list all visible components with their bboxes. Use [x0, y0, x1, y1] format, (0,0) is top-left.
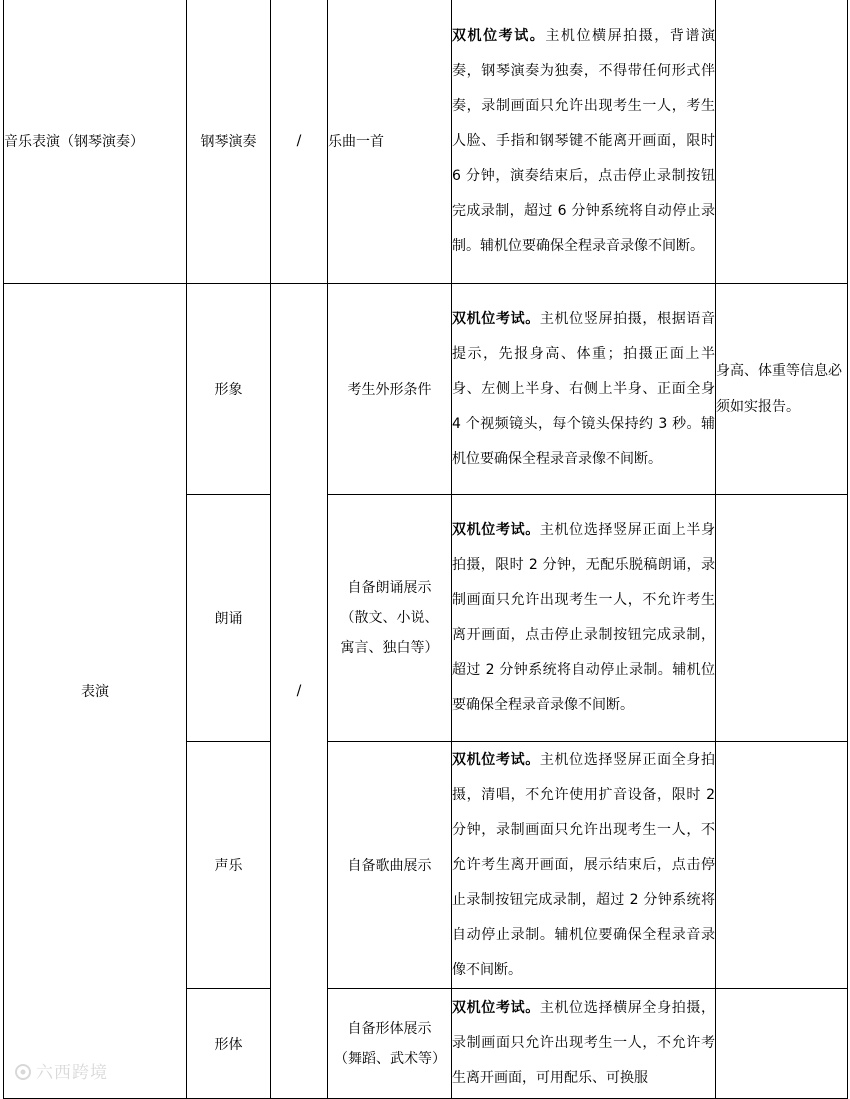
content-cell: [328, 0, 452, 284]
requirement-bold: 双机位考试。: [452, 1000, 540, 1016]
slash-cell: [271, 0, 328, 284]
content-cell: [328, 284, 452, 495]
category-label: 音乐表演（钢琴演奏）: [4, 134, 144, 150]
item-cell: [187, 495, 271, 742]
slash-label: /: [296, 683, 302, 699]
item-label: 钢琴演奏: [200, 134, 257, 150]
item-label: 声乐: [214, 858, 243, 874]
item-cell: [187, 742, 271, 989]
watermark-logo-icon: [14, 1063, 32, 1081]
item-cell: [187, 989, 271, 1099]
requirement-cell: [452, 742, 716, 989]
requirement-bold: 双机位考试。: [452, 310, 540, 327]
category-cell: [4, 0, 187, 284]
content-cell: [328, 495, 452, 742]
category-cell-performance: [4, 284, 187, 1099]
requirement-text: 主机位选择竖屏正面全身拍摄，清唱，不允许使用扩音设备，限时 2 分钟，录制画面只允许出现考生一人，不允许考生离开画面，展示结束后，点击停止录制按钮完成录制，超过 2 分钟系统将自动停止录制。辅机位要确保全程录音录像不间断。: [452, 751, 716, 978]
item-label: 形象: [214, 382, 243, 398]
requirement-bold: 双机位考试。: [452, 522, 540, 538]
requirement-text: 主机位选择横屏全身拍摄，录制画面只允许出现考生一人，不允许考生离开画面，可用配乐、可换服: [452, 1000, 716, 1086]
content-cell: [328, 989, 452, 1099]
item-cell: [187, 284, 271, 495]
requirement-cell: [452, 0, 716, 284]
exam-requirements-table: [3, 0, 848, 1099]
requirement-text: 主机位选择竖屏正面上半身拍摄，限时 2 分钟，无配乐脱稿朗诵，录制画面只允许出现考生一人，不允许考生离开画面，点击停止录制按钮完成录制，超过 2 分钟系统将自动停止录制。辅机位要确保全程录音录像不间断。: [452, 522, 716, 713]
item-label: 形体: [214, 1036, 243, 1053]
content-label: 考生外形条件: [347, 382, 432, 398]
content-cell: [328, 742, 452, 989]
note-cell: [716, 989, 848, 1099]
requirement-cell: [452, 284, 716, 495]
note-cell: [716, 284, 848, 495]
note-cell: [716, 495, 848, 742]
note-cell: [716, 0, 848, 284]
watermark-text: 六西跨境: [36, 1063, 108, 1083]
watermark: [14, 1058, 108, 1083]
table-row-music: [4, 0, 848, 284]
note-cell: [716, 742, 848, 989]
requirement-bold: 双机位考试。: [452, 27, 546, 44]
requirement-bold: 双机位考试。: [452, 751, 540, 768]
item-cell: [187, 0, 271, 284]
content-label: 自备朗诵展示（散文、小说、寓言、独白等）: [340, 580, 439, 656]
item-label: 朗诵: [214, 611, 243, 627]
content-label: 乐曲一首: [328, 134, 384, 150]
note-text: 身高、体重等信息必须如实报告。: [716, 363, 842, 415]
content-label: 自备歌曲展示: [347, 858, 432, 874]
requirement-cell: [452, 495, 716, 742]
slash-cell-performance: [271, 284, 328, 1099]
requirement-cell: [452, 989, 716, 1099]
requirement-text: 主机位竖屏拍摄，根据语音提示，先报身高、体重；拍摄正面上半身、左侧上半身、右侧上半身、正面全身 4 个视频镜头，每个镜头保持约 3 秒。辅机位要确保全程录音录像不间断。: [452, 310, 716, 467]
category-label: 表演: [81, 684, 109, 700]
content-label: 自备形体展示（舞蹈、武术等）: [334, 1020, 446, 1067]
table-row-appearance: [4, 284, 848, 495]
slash-label: /: [296, 133, 302, 149]
requirement-text: 主机位横屏拍摄，背谱演奏，钢琴演奏为独奏，不得带任何形式伴奏，录制画面只允许出现考生一人，考生人脸、手指和钢琴键不能离开画面，限时 6 分钟，演奏结束后，点击停止录制按钮完成录制，超过 6 分钟系统将自动停止录制。辅机位要确保全程录音录像不间断。: [452, 27, 715, 254]
